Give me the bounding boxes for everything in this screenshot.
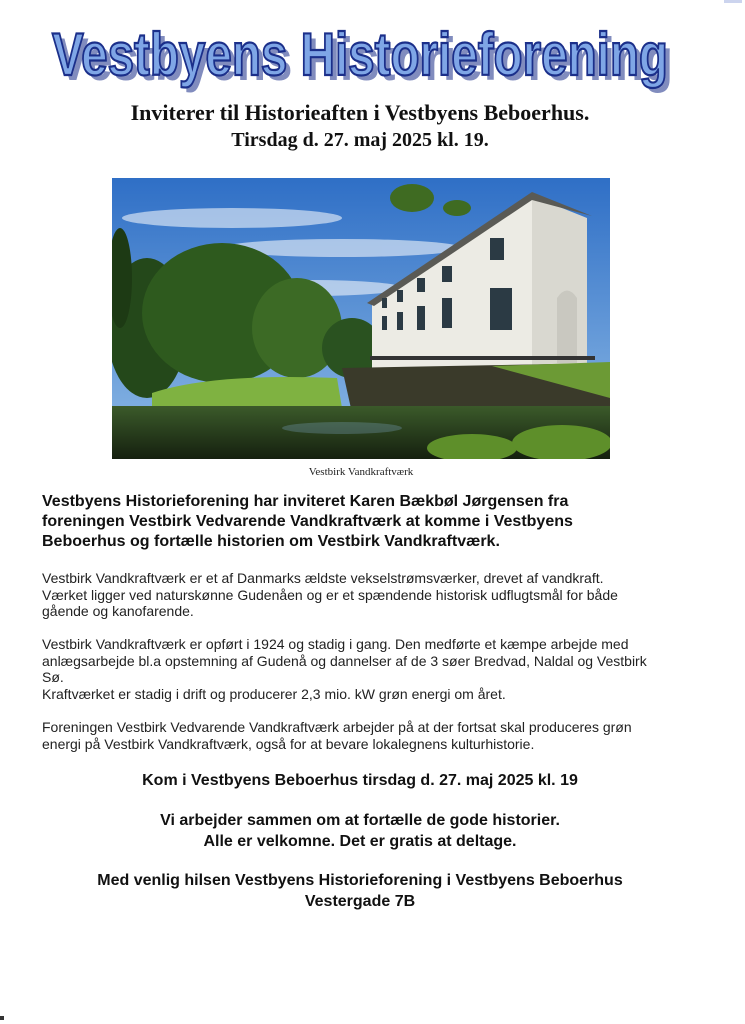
welcome-block	[0, 810, 720, 852]
paragraph-line: Sø.	[42, 669, 64, 686]
signature-block	[0, 870, 720, 912]
scan-artifact	[0, 1016, 4, 1020]
photo-caption: Vestbirk Vandkraftværk	[308, 466, 414, 478]
scan-edge-mark	[724, 0, 742, 3]
invite-heading: Inviterer til Historieaften i Vestbyens Beboerhus.	[130, 100, 590, 125]
greeting-line: Med venlig hilsen Vestbyens Historieforening i Vestbyens Beboerhus	[97, 872, 623, 889]
together-line: Vi arbejder sammen om at fortælle de gode historier.	[160, 812, 560, 829]
paragraph-history	[42, 570, 692, 620]
title-banner	[40, 18, 680, 96]
paragraph-line: anlægsarbejde bl.a opstemning af Gudenå og dannelser af de 3 søer Bredvad, Naldal og Vestbirk	[42, 652, 647, 669]
page-title: Vestbyens Historieforening	[52, 21, 668, 88]
paragraph-line: Vestbirk Vandkraftværk er et af Danmarks ældste vekselstrømsværker, drevet af vandkraft.	[42, 570, 604, 586]
welcome-line: Alle er velkomne. Det er gratis at deltage.	[203, 833, 517, 850]
lead-line: foreningen Vestbirk Vedvarende Vandkraftværk at komme i Vestbyens	[42, 513, 573, 530]
paragraph-association	[42, 719, 692, 752]
paragraph-line: Kraftværket er stadig i drift og producerer 2,3 mio. kW grøn energi om året.	[42, 685, 506, 702]
title-shadow: Vestbyens Historieforening	[57, 26, 673, 93]
paragraph-line: Foreningen Vestbirk Vedvarende Vandkraftværk arbejder på at der fortsat skal produceres grøn	[42, 719, 632, 735]
lead-paragraph	[42, 492, 682, 552]
paragraph-construction	[42, 636, 692, 702]
event-date-heading: Tirsdag d. 27. maj 2025 kl. 19.	[231, 129, 489, 151]
event-call-to-action: Kom i Vestbyens Beboerhus tirsdag d. 27. maj 2025 kl. 19	[142, 772, 578, 789]
paragraph-line: Værket ligger ved naturskønne Gudenåen og er et spændende historisk udflugtsmål for både	[42, 586, 618, 603]
lead-line: Beboerhus og fortælle historien om Vestbirk Vandkraftværk.	[42, 533, 500, 550]
paragraph-line: Vestbirk Vandkraftværk er opført i 1924 og stadig i gang. Den medførte et kæmpe arbejde med	[42, 636, 629, 652]
address-line: Vestergade 7B	[304, 893, 416, 910]
power-station-photo	[112, 178, 610, 459]
paragraph-line: energi på Vestbirk Vandkraftværk, også for at bevare lokalegnens kulturhistorie.	[42, 735, 535, 752]
paragraph-line: gående og kanofarende.	[42, 603, 194, 620]
lead-line: Vestbyens Historieforening har inviteret Karen Bækbøl Jørgensen fra	[42, 493, 569, 510]
